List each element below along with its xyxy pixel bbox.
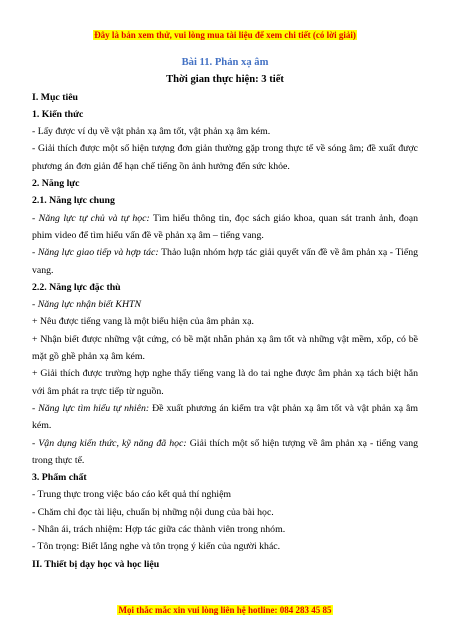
heading-equipment: II. Thiết bị dạy học và học liệu (32, 558, 160, 570)
competence-text: Thảo luận nhóm hợp tác giải quyết vấn đề về âm phản xạ - Tiếng vang. (32, 247, 418, 276)
knowledge-item: - Giải thích được một số hiện tượng đơn giản thường gặp trong thực tế về sóng âm; đề xuất được phương án đơn giản để hạn chế tiếng ồn ảnh hưởng đến sức khỏe. (32, 143, 418, 172)
header-notice-text: Đây là bản xem thử, vui lòng mua tài liệu để xem chi tiết (có lời giải) (94, 30, 356, 40)
competence-label: - Năng lực tìm hiểu tự nhiên: (32, 402, 150, 414)
quality-item: - Tôn trọng: Biết lắng nghe và tôn trọng ý kiến của người khác. (32, 541, 281, 553)
khtn-item: + Nêu được tiếng vang là một biểu hiện của âm phản xạ. (32, 316, 254, 328)
footer-notice (0, 605, 450, 615)
competence-apply (32, 435, 418, 470)
document-body (32, 54, 418, 573)
competence-label: - Năng lực giao tiếp và hợp tác: (32, 247, 159, 259)
heading-knowledge: 1. Kiến thức (32, 108, 84, 120)
competence-text: Tìm hiểu thông tin, đọc sách giáo khoa, quan sát tranh ảnh, đoạn phim video để tìm hiểu vấn đề về phản xạ âm – tiếng vang. (32, 212, 419, 241)
quality-item: - Trung thực trong việc báo cáo kết quả thí nghiệm (32, 489, 232, 501)
lesson-title: Bài 11. Phản xạ âm (181, 57, 269, 68)
heading-specific-competence: 2.2. Năng lực đặc thù (32, 281, 121, 293)
lesson-duration: Thời gian thực hiện: 3 tiết (166, 74, 284, 86)
competence-label: - Năng lực tự chủ và tự học: (32, 212, 150, 224)
competence-text: Đề xuất phương án kiểm tra vật phản xạ âm tốt và vật phản xạ âm kém. (32, 402, 418, 432)
heading-general-competence: 2.1. Năng lực chung (32, 195, 115, 207)
competence-self-study (32, 210, 418, 245)
header-notice (0, 30, 450, 40)
heading-objectives: I. Mục tiêu (32, 91, 78, 103)
footer-notice-text: Mọi thắc mắc xin vui lòng liên hệ hotline: 084 283 45 85 (118, 605, 332, 615)
khtn-item: + Nhận biết được những vật cứng, có bề mặt nhẵn phản xạ âm tốt và những vật mềm, xốp, có bề mặt gồ ghề phản xạ âm kém. (32, 333, 418, 363)
quality-item: - Nhân ái, trách nhiệm: Hợp tác giữa các thành viên trong nhóm. (32, 524, 286, 536)
competence-cooperation (32, 244, 418, 279)
competence-nature (32, 400, 418, 435)
khtn-item: + Giải thích được trường hợp nghe thấy tiếng vang là do tai nghe được âm phản xạ tách biệt hẳn với âm phát ra trực tiếp từ nguồn. (32, 368, 418, 397)
competence-text: Giải thích một số hiện tượng về âm phản xạ - tiếng vang trong thực tế. (32, 437, 419, 466)
competence-label: - Vận dụng kiến thức, kỹ năng đã học: (32, 437, 187, 449)
competence-khtn-label: - Năng lực nhận biết KHTN (32, 299, 142, 311)
heading-competence: 2. Năng lực (32, 178, 80, 190)
heading-qualities: 3. Phẩm chất (32, 472, 87, 484)
knowledge-item: - Lấy được ví dụ về vật phản xạ âm tốt, vật phản xạ âm kém. (32, 126, 271, 138)
quality-item: - Chăm chỉ đọc tài liệu, chuẩn bị những nội dung của bài học. (32, 506, 274, 518)
